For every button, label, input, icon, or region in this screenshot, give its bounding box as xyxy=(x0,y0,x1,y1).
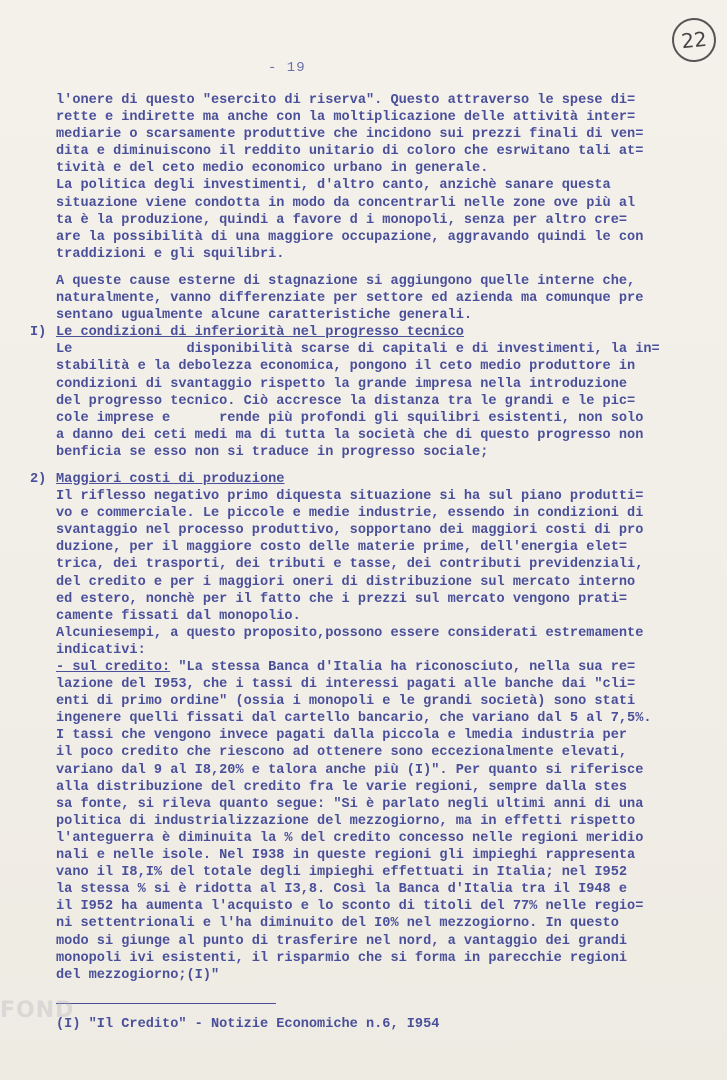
text-line: ingenere quelli fissati dal cartello bancario, che variano dal 5 al 7,5%. xyxy=(56,711,652,727)
text-line: I tassi che vengono invece pagati dalla piccola e lmedia industria per xyxy=(56,728,628,744)
section-1 xyxy=(30,324,696,461)
text-line: are la possibilità di una maggiore occupazione, aggravando quindi le con xyxy=(56,229,644,245)
paragraph-2 xyxy=(56,177,696,262)
text-line: trica, dei trasporti, dei tributi e tasse, dei contributi previdenziali, xyxy=(56,557,644,573)
text-line: vo e commerciale. Le piccole e medie industrie, essendo in condizioni di xyxy=(56,506,644,522)
credit-first-line xyxy=(56,659,696,676)
text-line: cole imprese e rende più profondi gli squilibri esistenti, non solo xyxy=(56,410,644,426)
text-line: del mezzogiorno;(I)" xyxy=(56,967,220,983)
text-line: rette e indirette ma anche con la moltiplicazione delle attività inter= xyxy=(56,110,636,126)
text-line: il poco credito che riescono ad ottenere sono eccezionalmente elevati, xyxy=(56,745,628,761)
section-2 xyxy=(30,471,696,984)
page-stamp: 22 xyxy=(670,16,718,64)
text-line: ta è la produzione, quindi a favore d i monopoli, senza per altro cre= xyxy=(56,212,628,228)
text-line: enti di primo ordine" (ossia i monopoli e le grandi società) sono stati xyxy=(56,694,636,710)
section-2-marker: 2) xyxy=(30,471,47,487)
text-line: duzione, per il maggiore costo delle materie prime, dell'energia elet= xyxy=(56,540,628,556)
text-line: l'onere di questo "esercito di riserva". Questo attraverso le spese di= xyxy=(56,93,636,108)
text-line: Il riflesso negativo primo diquesta situazione si ha sul piano produtti= xyxy=(56,489,644,505)
text-line: lazione del I953, che i tassi di interessi pagati alle banche dai "cli= xyxy=(56,677,636,693)
text-line: naturalmente, vanno differenziate per settore ed azienda ma comunque pre xyxy=(56,291,644,307)
section-2-heading: Maggiori costi di produzione xyxy=(56,471,285,487)
text-line: ed estero, nonchè per il fatto che i prezzi sul mercato vengono prati= xyxy=(56,591,628,607)
text-line: del credito e per i maggiori oneri di distribuzione sul mercato interno xyxy=(56,574,636,590)
paragraph-1 xyxy=(56,92,696,177)
text-line: nali e nelle isole. Nel I938 in queste regioni gli impieghi rappresenta xyxy=(56,848,636,864)
text-line: Le disponibilità scarse di capitali e di investimenti, la in= xyxy=(56,342,660,358)
text-line: situazione viene condotta in modo da concentrarli nelle zone ove più al xyxy=(56,195,636,211)
credit-line-text: "La stessa Banca d'Italia ha riconosciuto, nella sua re= xyxy=(170,660,636,675)
text-line: monopoli ivi esistenti, il risparmio che si forma in parecchie regioni xyxy=(56,950,628,966)
text-line: A queste cause esterne di stagnazione si aggiungono quelle interne che, xyxy=(56,273,636,289)
text-line: traddizioni e gli squilibri. xyxy=(56,246,285,262)
text-line: benficia se esso non si traduce in progresso sociale; xyxy=(56,444,489,460)
text-line: a danno dei ceti medi ma di tutta la società che di questo progresso non xyxy=(56,427,644,443)
text-line: variano dal 9 al I8,20% e talora anche più (I)". Per quanto si riferisce xyxy=(56,762,644,778)
text-line: vano il I8,I% del totale degli impieghi effettuati in Italia; nel I952 xyxy=(56,865,628,881)
text-line: dita e diminuiscono il reddito unitario di coloro che esrwitano tali at= xyxy=(56,144,644,160)
body-text xyxy=(30,92,696,984)
text-line: Alcuniesempi, a questo proposito,possono essere considerati estremamente xyxy=(56,625,644,641)
text-line: del progresso tecnico. Ciò accresce la distanza tra le grandi e le pic= xyxy=(56,393,636,409)
section-1-marker: I) xyxy=(30,325,47,341)
text-line: sa fonte, si rileva quanto segue: "Si è parlato negli ultimi anni di una xyxy=(56,796,644,812)
text-line: stabilità e la debolezza economica, pongono il ceto medio produttore in xyxy=(56,359,636,375)
section-1-heading: Le condizioni di inferiorità nel progresso tecnico xyxy=(56,325,464,341)
text-line: svantaggio nel processo produttivo, sopportano dei maggiori costi di pro xyxy=(56,523,644,539)
footnote: (I) "Il Credito" - Notizie Economiche n.6, I954 xyxy=(56,1017,440,1032)
page-number: - 19 xyxy=(268,60,306,76)
text-line: tività e del ceto medio economico urbano in generale. xyxy=(56,161,489,177)
text-line: politica di industrializzazione del mezzogiorno, ma in effetti rispetto xyxy=(56,813,636,829)
text-line: sentano ugualmente alcune caratteristiche generali. xyxy=(56,308,473,324)
text-line: la stessa % si è ridotta al I3,8. Così la Banca d'Italia tra il I948 e xyxy=(56,882,628,898)
text-line: l'anteguerra è diminuita la % del credito concesso nelle regioni meridio xyxy=(56,830,644,846)
text-line: il I952 ha aumenta l'acquisto e lo sconto di titoli del 77% nelle regio= xyxy=(56,899,644,915)
watermark-logo: FOND xyxy=(0,998,75,1023)
text-line: condizioni di svantaggio rispetto la grande impresa nella introduzione xyxy=(56,376,628,392)
text-line: camente fissati dal monopolio. xyxy=(56,608,301,624)
text-line: indicativi: xyxy=(56,642,146,658)
text-line: mediarie o scarsamente produttive che incidono sui prezzi finali di ven= xyxy=(56,127,644,143)
text-line: modo si giunge al punto di trasferire nel nord, a vantaggio dei grandi xyxy=(56,933,628,949)
paragraph-3 xyxy=(56,273,696,324)
text-line: La politica degli investimenti, d'altro canto, anzichè sanare questa xyxy=(56,178,611,194)
text-line: ni settentrionali e l'ha diminuito del I0% nel mezzogiorno. In questo xyxy=(56,916,619,932)
credit-label: - sul credito: xyxy=(56,660,171,675)
text-line: alla distribuzione del credito fra le varie regioni, sempre dalla stes xyxy=(56,779,628,795)
